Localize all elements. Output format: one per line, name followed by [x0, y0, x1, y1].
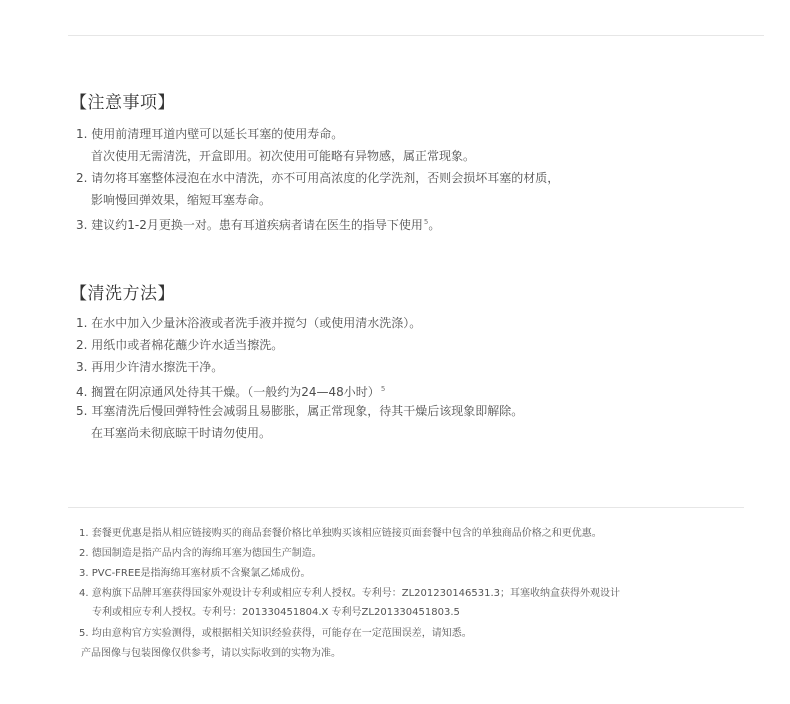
- cleaning-heading: 【清洗方法】: [70, 284, 175, 304]
- attention-item-2-continued: 影响慢回弹效果，缩短耳塞寿命。: [91, 193, 272, 207]
- disclaimer: 产品图像与包装图像仅供参考，请以实际收到的实物为准。: [81, 648, 341, 659]
- footnote-3: 3. PVC-FREE是指海绵耳塞材质不含聚氯乙烯成份。: [79, 568, 311, 579]
- cleaning-step-5: 5. 耳塞清洗后慢回弹特性会减弱且易膨胀，属正常现象，待其干燥后该现象即解除。: [76, 404, 524, 418]
- footnote-4-continued: 专利或相应专利人授权。专利号：201330451804.X 专利号ZL201330451803.5: [92, 607, 460, 618]
- cleaning-step-4: [76, 381, 385, 400]
- cleaning-step-5-continued: 在耳塞尚未彻底晾干时请勿使用。: [91, 426, 272, 440]
- footnote-5: 5. 均由意构官方实验测得，或根据相关知识经验获得，可能存在一定范围误差，请知悉。: [79, 628, 472, 639]
- attention-item-3: [76, 214, 440, 233]
- footnote-2: 2. 德国制造是指产品内含的海绵耳塞为德国生产制造。: [79, 548, 322, 559]
- cleaning-step-3: 3. 再用少许清水擦洗干净。: [76, 360, 224, 374]
- attention-item-2: 2. 请勿将耳塞整体浸泡在水中清洗，亦不可用高浓度的化学洗剂，否则会损坏耳塞的材质，: [76, 171, 560, 185]
- footnote-1: 1. 套餐更优惠是指从相应链接购买的商品套餐价格比单独购买该相应链接页面套餐中包含的单独商品价格之和更优惠。: [79, 528, 602, 539]
- top-divider: [68, 35, 764, 36]
- footnote-ref-5: 5: [423, 218, 429, 226]
- attention-item-3-text: 3. 建议约1-2月更换一对。患有耳道疾病者请在医生的指导下使用: [76, 218, 423, 232]
- attention-heading: 【注意事项】: [70, 93, 175, 113]
- attention-item-1-continued: 首次使用无需清洗，开盒即用。初次使用可能略有异物感，属正常现象。: [91, 149, 476, 163]
- attention-item-3-end: 。: [428, 218, 441, 232]
- cleaning-step-1: 1. 在水中加入少量沐浴液或者洗手液并搅匀（或使用清水洗涤）。: [76, 316, 422, 330]
- footnote-ref-5: 5: [380, 385, 386, 393]
- footnote-divider: [68, 507, 744, 508]
- cleaning-step-2: 2. 用纸巾或者棉花蘸少许水适当擦洗。: [76, 338, 284, 352]
- footnote-4: 4. 意构旗下品牌耳塞获得国家外观设计专利或相应专利人授权。专利号：ZL201230146531.3；耳塞收纳盒获得外观设计: [79, 588, 621, 599]
- cleaning-step-4-text: 4. 搁置在阴凉通风处待其干燥。（一般约为24—48小时）: [76, 385, 380, 399]
- attention-item-1: 1. 使用前清理耳道内壁可以延长耳塞的使用寿命。: [76, 127, 344, 141]
